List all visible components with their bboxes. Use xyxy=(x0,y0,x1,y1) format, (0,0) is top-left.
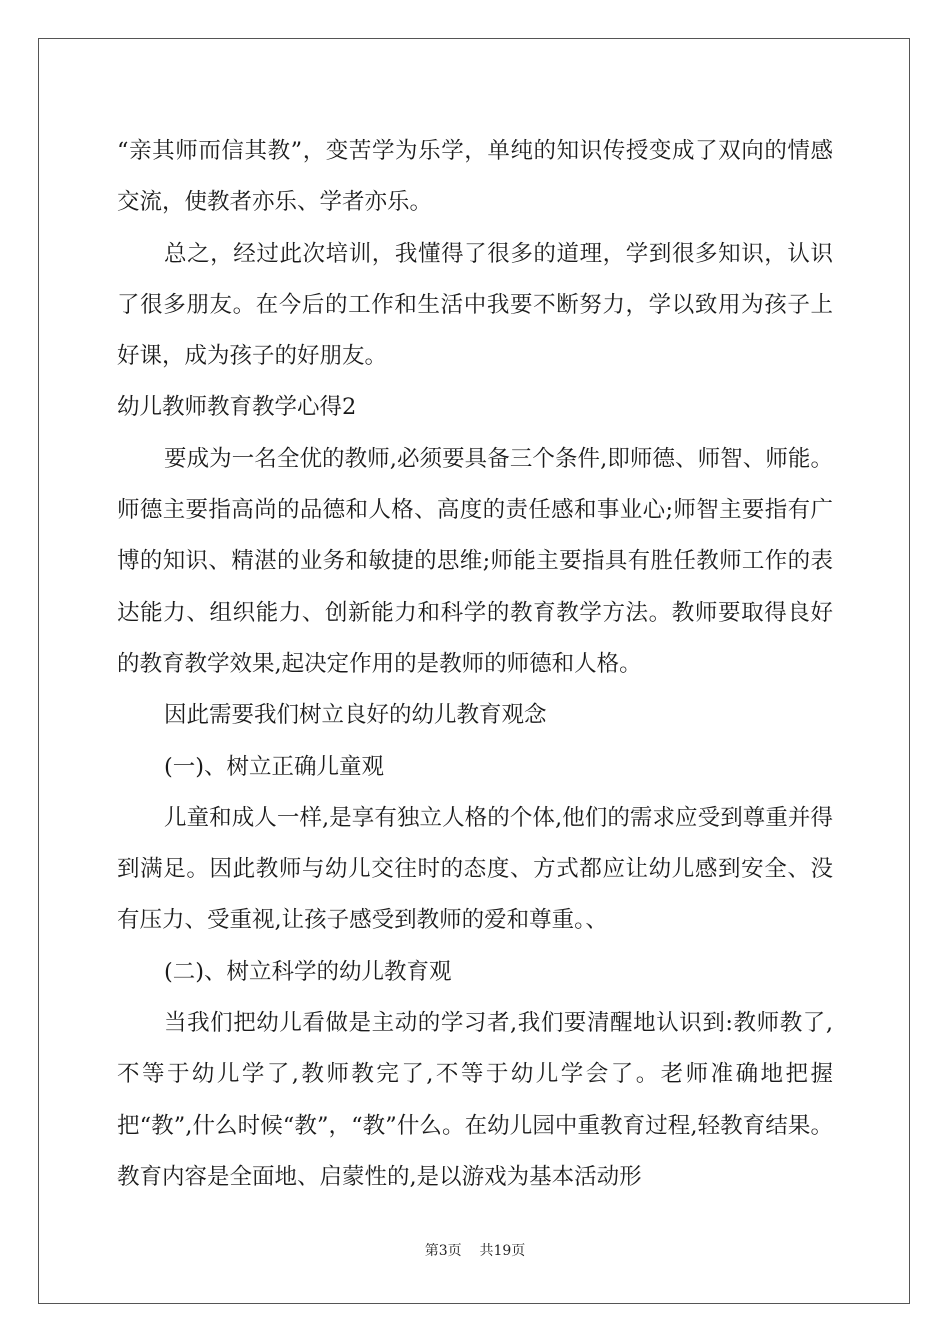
paragraph-child-view: 儿童和成人一样,是享有独立人格的个体,他们的需求应受到尊重并得到满足。因此教师与幼儿交往时的态度、方式都应让幼儿感到安全、没有压力、受重视,让孩子感受到教师的爱和尊重。、 xyxy=(117,804,833,934)
paragraph-education-view: 当我们把幼儿看做是主动的学习者,我们要清醒地认识到:教师教了,不等于幼儿学了,教师教完了,不等于幼儿学会了。老师准确地把握把“教”,什么时候“教”，“教”什么。在幼儿园中重教育过程,轻教育结果。教育内容是全面地、启蒙性的,是以游戏为基本活动形 xyxy=(117,1010,833,1190)
section-heading: 幼儿教师教育教学心得2 xyxy=(117,394,357,421)
paragraph-continuation: “亲其师而信其教”，变苦学为乐学，单纯的知识传授变成了双向的情感交流，使教者亦乐、学者亦乐。 xyxy=(117,138,833,216)
page-footer xyxy=(0,1240,950,1260)
document-body xyxy=(117,126,833,1203)
page-total: 共19页 xyxy=(479,1243,526,1259)
subheading-child-view: (一)、树立正确儿童观 xyxy=(164,753,385,780)
paragraph-education-concept: 因此需要我们树立良好的幼儿教育观念 xyxy=(164,702,547,729)
paragraph-teacher-qualities: 要成为一名全优的教师,必须要具备三个条件,即师德、师智、师能。师德主要指高尚的品德和人格、高度的责任感和事业心;师智主要指有广博的知识、精湛的业务和敏捷的思维;师能主要指具有胜任教师工作的表达能力、组织能力、创新能力和科学的教育教学方法。教师要取得良好的教育教学效果,起决定作用的是教师的师德和人格。 xyxy=(117,445,833,677)
paragraph-summary: 总之，经过此次培训，我懂得了很多的道理，学到很多知识，认识了很多朋友。在今后的工作和生活中我要不断努力，学以致用为孩子上好课，成为孩子的好朋友。 xyxy=(117,240,833,370)
subheading-education-view: (二)、树立科学的幼儿教育观 xyxy=(164,958,452,985)
page-number: 第3页 xyxy=(424,1243,462,1259)
